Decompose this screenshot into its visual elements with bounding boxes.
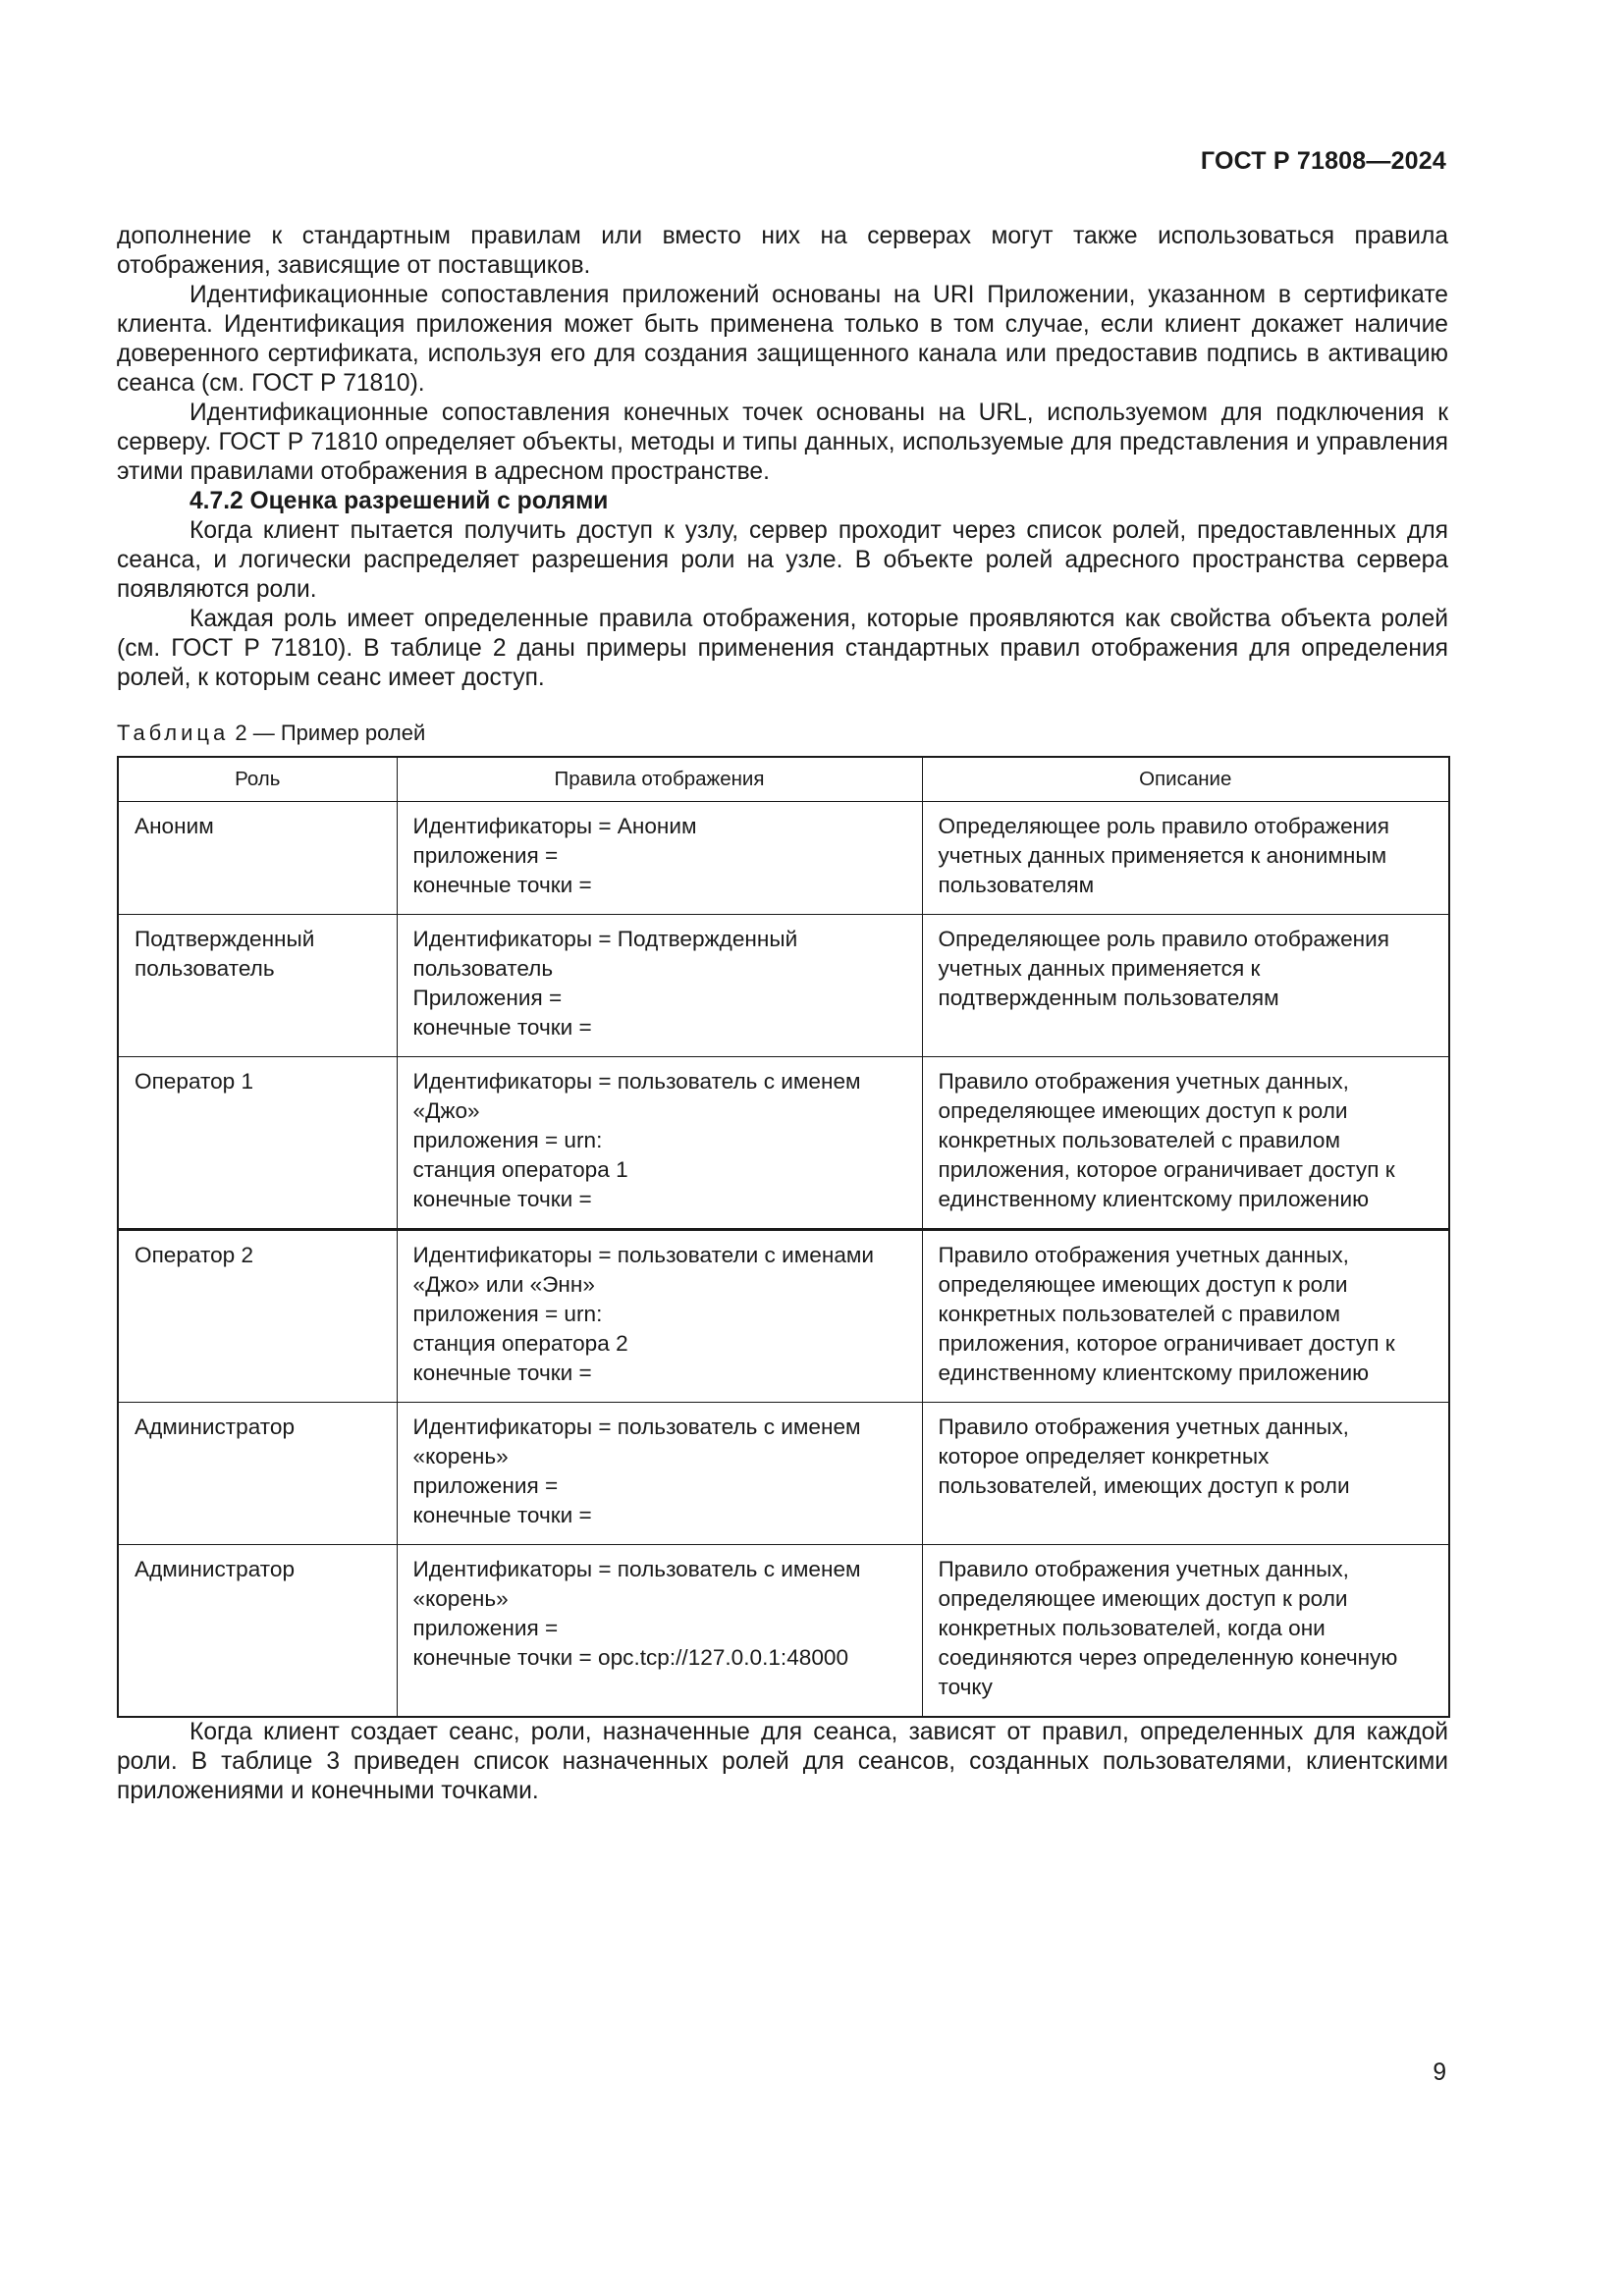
- table-caption-text: 2 — Пример ролей: [235, 721, 426, 745]
- rules-cell: [397, 915, 922, 1057]
- table-caption-label: Таблица: [117, 721, 230, 745]
- table-row: [118, 1545, 1449, 1718]
- table-row: [118, 1230, 1449, 1403]
- rule-line: конечные точки =: [412, 873, 592, 897]
- description-cell: Определяющее роль правило отображения учетных данных применяется к подтвержденным пользователям: [922, 915, 1449, 1057]
- standard-number-header: ГОСТ Р 71808—2024: [1200, 147, 1446, 175]
- role-cell: Аноним: [118, 802, 397, 915]
- description-cell: Правило отображения учетных данных, определяющее имеющих доступ к роли конкретных пользователей с правилом приложения, которое ограничивает доступ к единственному клиентскому приложению: [922, 1230, 1449, 1403]
- rules-cell: [397, 1230, 922, 1403]
- rule-line: Идентификаторы = пользователи с именами «Джо» или «Энн»: [412, 1243, 875, 1297]
- rule-line: станция оператора 2: [412, 1331, 628, 1356]
- page-number: 9: [1433, 2059, 1446, 2086]
- column-header-rules: Правила отображения: [397, 757, 922, 802]
- table-header-row: [118, 757, 1449, 802]
- rule-line: приложения = urn:: [412, 1302, 603, 1326]
- rule-line: приложения = urn:: [412, 1128, 603, 1152]
- rule-line: конечные точки =: [412, 1361, 592, 1385]
- paragraph-application-mappings: Идентификационные сопоставления приложений основаны на URI Приложении, указанном в сертификате клиента. Идентификация приложения может быть применена только в том случае, если клиент докажет наличие доверенного сертификата, используя его для создания защищенного канала или предоставив подпись в активацию сеанса (см. ГОСТ Р 71810).: [117, 282, 1448, 397]
- rule-line: конечные точки =: [412, 1503, 592, 1527]
- paragraph-role-evaluation: Когда клиент пытается получить доступ к узлу, сервер проходит через список ролей, предоставленных для сеанса, и логически распределяет разрешения роли на узле. В объекте ролей адресного пространства сервера появляются роли.: [117, 517, 1448, 603]
- rule-line: станция оператора 1: [412, 1157, 628, 1182]
- paragraph-continuation: дополнение к стандартным правилам или вместо них на серверах могут также использоваться правила отображения, зависящие от поставщиков.: [117, 223, 1448, 279]
- rules-cell: [397, 1545, 922, 1718]
- rule-line: приложения =: [412, 843, 559, 868]
- description-cell: Определяющее роль правило отображения учетных данных применяется к анонимным пользователям: [922, 802, 1449, 915]
- document-body: [117, 222, 1448, 1806]
- role-cell: Оператор 2: [118, 1230, 397, 1403]
- rule-line: приложения =: [412, 1473, 559, 1498]
- rule-line: Идентификаторы = Аноним: [412, 814, 697, 838]
- column-header-description: Описание: [922, 757, 1449, 802]
- section-heading: 4.7.2 Оценка разрешений с ролями: [189, 488, 609, 514]
- table-row: [118, 1057, 1449, 1230]
- rule-line: Идентификаторы = пользователь с именем «корень»: [412, 1415, 861, 1468]
- paragraph-session-roles: Когда клиент создает сеанс, роли, назначенные для сеанса, зависят от правил, определенных для каждой роли. В таблице 3 приведен список назначенных ролей для сеансов, созданных пользователями, клиентскими приложениями и конечными точками.: [117, 1719, 1448, 1804]
- rule-line: конечные точки =: [412, 1015, 592, 1040]
- rule-line: приложения =: [412, 1616, 559, 1640]
- rules-cell: [397, 802, 922, 915]
- table-caption: [117, 719, 1448, 748]
- role-cell: Оператор 1: [118, 1057, 397, 1230]
- table-row: [118, 1403, 1449, 1545]
- description-cell: Правило отображения учетных данных, определяющее имеющих доступ к роли конкретных пользователей, когда они соединяются через определенную конечную точку: [922, 1545, 1449, 1718]
- description-cell: Правило отображения учетных данных, определяющее имеющих доступ к роли конкретных пользователей с правилом приложения, которое ограничивает доступ к единственному клиентскому приложению: [922, 1057, 1449, 1230]
- column-header-role: Роль: [118, 757, 397, 802]
- role-cell: Администратор: [118, 1403, 397, 1545]
- role-cell: Администратор: [118, 1545, 397, 1718]
- rule-line: Идентификаторы = Подтвержденный пользователь: [412, 927, 798, 981]
- paragraph-endpoint-mappings: Идентификационные сопоставления конечных точек основаны на URL, используемом для подключения к серверу. ГОСТ Р 71810 определяет объекты, методы и типы данных, используемые для представления и управления этими правилами отображения в адресном пространстве.: [117, 400, 1448, 485]
- table-row: [118, 915, 1449, 1057]
- description-cell: Правило отображения учетных данных, которое определяет конкретных пользователей, имеющих доступ к роли: [922, 1403, 1449, 1545]
- rules-cell: [397, 1403, 922, 1545]
- rule-line: Идентификаторы = пользователь с именем «Джо»: [412, 1069, 861, 1123]
- roles-table: [117, 756, 1450, 1718]
- table-row: [118, 802, 1449, 915]
- paragraph-role-rules: Каждая роль имеет определенные правила отображения, которые проявляются как свойства объекта ролей (см. ГОСТ Р 71810). В таблице 2 даны примеры применения стандартных правил отображения для определения ролей, к которым сеанс имеет доступ.: [117, 606, 1448, 691]
- rule-line: Идентификаторы = пользователь с именем «корень»: [412, 1557, 861, 1611]
- rule-line: конечные точки = opc.tcp://127.0.0.1:48000: [412, 1645, 849, 1670]
- role-cell: Подтвержденный пользователь: [118, 915, 397, 1057]
- rules-cell: [397, 1057, 922, 1230]
- rule-line: конечные точки =: [412, 1187, 592, 1211]
- rule-line: Приложения =: [412, 986, 563, 1010]
